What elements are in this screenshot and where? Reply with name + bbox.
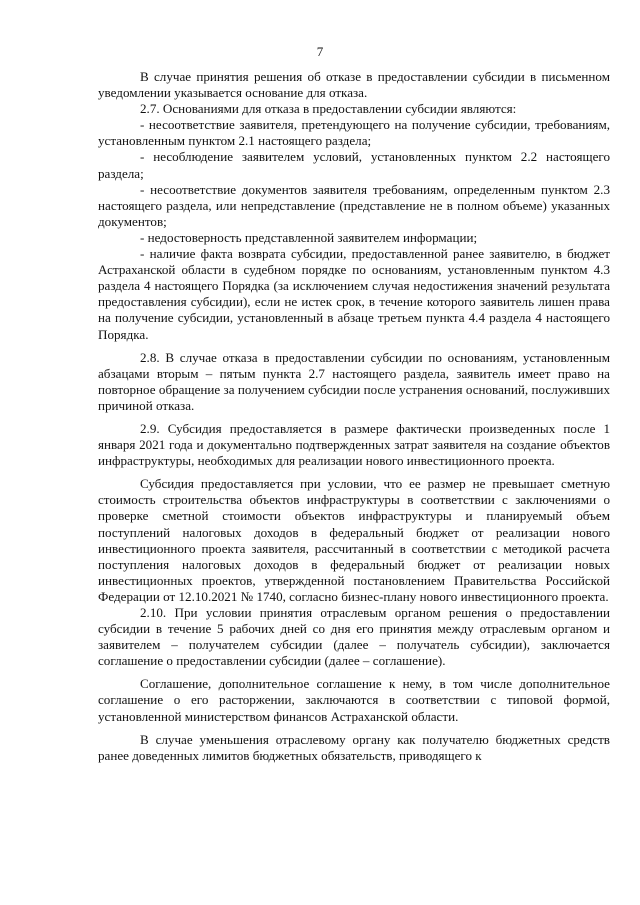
list-item-nonconformity-applicant: - несоответствие заявителя, претендующего на получение субсидии, требованиям, установленным пунктом 2.1 настоящего раздела; [98, 117, 610, 149]
paragraph-2-10: 2.10. При условии принятия отраслевым органом решения о предоставлении субсидии в течение 5 рабочих дней со дня его принятия между отраслевым органом и заявителем – получателем субсидии (далее – получатель субсидии), заключается соглашение о предоставлении субсидии (далее – соглашение). [98, 605, 610, 669]
list-item-documents-nonconformity: - несоответствие документов заявителя требованиям, определенным пунктом 2.3 настоящего раздела, или непредставление (представление не в полном объеме) указанных документов; [98, 181, 610, 229]
page-number: 7 [316, 44, 324, 59]
paragraph-2-7-heading: 2.7. Основаниями для отказа в предоставлении субсидии являются: [140, 101, 517, 117]
paragraph-2-9: 2.9. Субсидия предоставляется в размере фактически произведенных после 1 января 2021 года и документально подтвержденных затрат заявителя на создание объектов инфраструктуры, необходимых для реализации нового инвестиционного проекта. [98, 420, 610, 469]
list-item-conditions-not-met: - несоблюдение заявителем условий, установленных пунктом 2.2 настоящего раздела; [98, 149, 610, 181]
paragraph-subsidy-condition: Субсидия предоставляется при условии, что ее размер не превышает сметную стоимость строительства объектов инфраструктуры в соответствии с заключениями о проверке сметной стоимости объектов инфраструктуры и планируемый объем поступлений налоговых доходов в федеральный бюджет от реализации нового инвестиционного проекта заявителя, рассчитанный в соответствии с методикой расчета поступления налоговых доходов в федеральный бюджет от реализации новых инвестиционных проектов, утвержденной постановлением Правительства Российской Федерации от 12.10.2021 № 1740, согласно бизнес-плану нового инвестиционного проекта. [98, 476, 610, 604]
list-item-unreliable-information: - недостоверность представленной заявителем информации; [140, 229, 478, 245]
paragraph-agreement-form: Соглашение, дополнительное соглашение к нему, в том числе дополнительное соглашение о его расторжении, заключаются в соответствии с типовой формой, установленной министерством финансов Астраханской области. [98, 676, 610, 724]
paragraph-2-8: 2.8. В случае отказа в предоставлении субсидии по основаниям, установленным абзацами вторым – пятым пункта 2.7 настоящего раздела, заявитель имеет право на повторное обращение за получением субсидии после устранения оснований, послуживших причиной отказа. [98, 349, 610, 413]
paragraph-refusal-notice: В случае принятия решения об отказе в предоставлении субсидии в письменном уведомлении указывается основание для отказа. [98, 69, 610, 101]
list-item-subsidy-return: - наличие факта возврата субсидии, предоставленной ранее заявителю, в бюджет Астраханской области в судебном порядке по основаниям, установленным пунктом 4.3 раздела 4 настоящего Порядка (за исключением случая недостижения значений результата предоставления субсидии), если не истек срок, в течение которого заявитель лишен права на получение субсидии, установленный в абзаце третьем пункта 4.4 раздела 4 настоящего Порядка. [98, 246, 610, 342]
paragraph-limits-reduction: В случае уменьшения отраслевому органу как получателю бюджетных средств ранее доведенных лимитов бюджетных обязательств, приводящего к [98, 731, 610, 763]
document-body [98, 69, 610, 764]
